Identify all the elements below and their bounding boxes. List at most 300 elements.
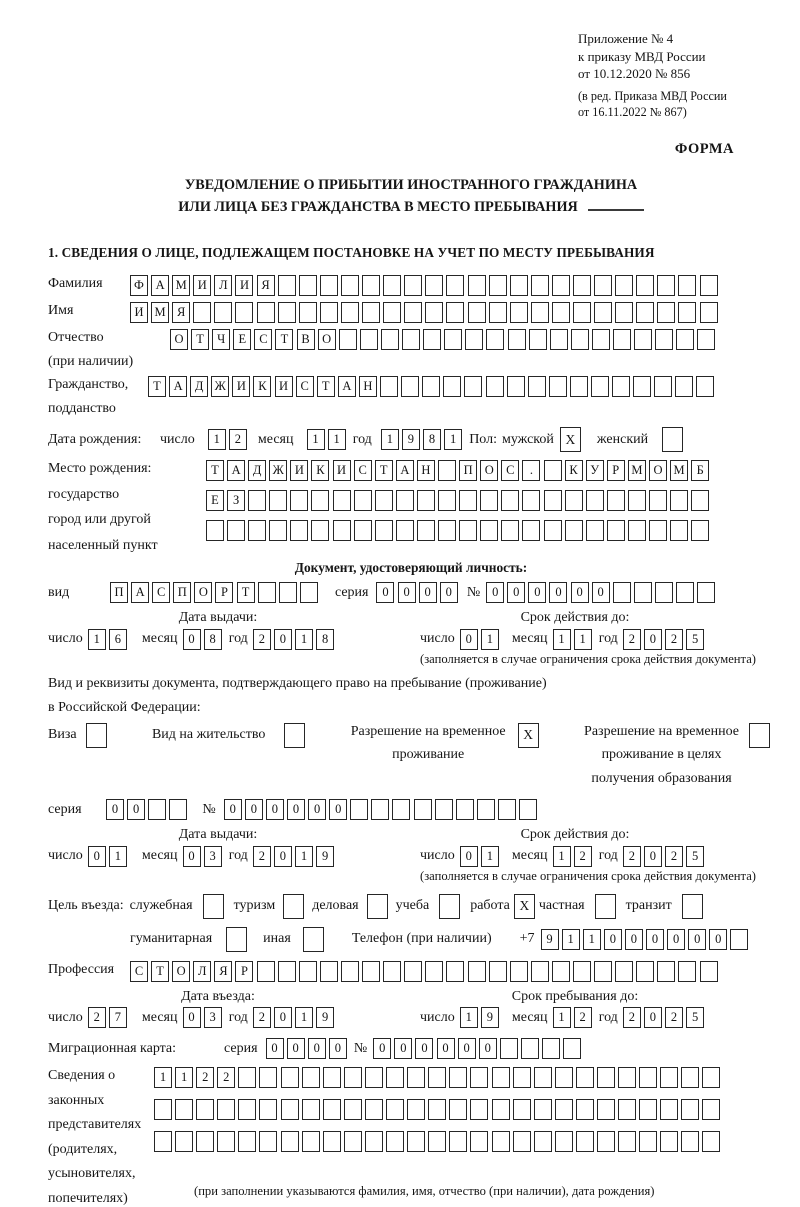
char-cell: .	[522, 460, 540, 481]
char-cell	[468, 275, 486, 296]
surname-row	[48, 275, 774, 296]
temp-permit-label	[351, 723, 506, 764]
char-cell	[492, 1099, 510, 1120]
char-cell	[636, 961, 654, 982]
purpose-transit-checkbox	[682, 894, 703, 919]
char-cell	[522, 490, 540, 511]
char-cell	[278, 275, 296, 296]
doc-number-label: №	[466, 584, 481, 600]
char-cell	[660, 1099, 678, 1120]
char-cell	[425, 302, 443, 323]
char-cell	[576, 1099, 594, 1120]
char-cell	[654, 376, 672, 397]
char-cell	[392, 799, 410, 820]
residence-dates	[48, 826, 774, 884]
char-cell: 2	[253, 1007, 271, 1028]
char-cell: О	[649, 460, 667, 481]
representatives-label	[48, 1067, 154, 1207]
char-cell: 8	[423, 429, 441, 450]
char-cell: 1	[444, 429, 462, 450]
year-label: год	[228, 1009, 248, 1025]
char-cell	[425, 961, 443, 982]
sex-male-checkbox: X	[560, 427, 581, 452]
char-cell	[702, 1131, 720, 1152]
char-cell	[302, 1067, 320, 1088]
visa-label: Виза	[48, 727, 77, 743]
char-cell	[657, 302, 675, 323]
char-cell: 0	[183, 629, 201, 650]
sex-label: Пол:	[469, 431, 497, 447]
char-cell: И	[290, 460, 308, 481]
char-cell	[360, 329, 378, 350]
doc-issue-year	[253, 629, 337, 650]
char-cell: 0	[709, 929, 727, 950]
char-cell	[248, 520, 266, 541]
name-row	[48, 302, 774, 323]
char-cell	[470, 1131, 488, 1152]
char-cell	[217, 1099, 235, 1120]
char-cell	[571, 329, 589, 350]
char-cell	[371, 799, 389, 820]
char-cell: 0	[274, 846, 292, 867]
char-cell	[576, 1131, 594, 1152]
char-cell: 0	[308, 1038, 326, 1059]
char-cell	[594, 961, 612, 982]
purpose-study-label: учеба	[395, 898, 430, 914]
char-cell: Т	[375, 460, 393, 481]
char-cell	[657, 275, 675, 296]
residence-valid-month	[553, 846, 595, 867]
residence-series-row	[48, 799, 774, 820]
char-cell: 0	[329, 799, 347, 820]
char-cell	[702, 1099, 720, 1120]
char-cell	[154, 1131, 172, 1152]
char-cell: 0	[287, 799, 305, 820]
year-label: год	[228, 631, 248, 647]
stay-day	[460, 1007, 502, 1028]
char-cell	[464, 376, 482, 397]
char-cell	[154, 1099, 172, 1120]
char-cell	[417, 520, 435, 541]
char-cell: Л	[193, 961, 211, 982]
doc-issue-month	[183, 629, 225, 650]
char-cell	[238, 1099, 256, 1120]
char-cell	[438, 520, 456, 541]
char-cell	[259, 1099, 277, 1120]
char-cell	[238, 1131, 256, 1152]
char-cell	[657, 961, 675, 982]
char-cell: 0	[415, 1038, 433, 1059]
char-cell	[449, 1131, 467, 1152]
char-cell	[269, 520, 287, 541]
char-cell	[386, 1131, 404, 1152]
migration-series-label: серия	[224, 1040, 258, 1056]
year-label: год	[598, 848, 618, 864]
char-cell	[492, 1131, 510, 1152]
char-cell	[428, 1099, 446, 1120]
birthplace-label-1: Место рождения:	[48, 461, 152, 477]
char-cell	[565, 490, 583, 511]
char-cell	[586, 520, 604, 541]
char-cell: 2	[623, 629, 641, 650]
char-cell	[446, 275, 464, 296]
char-cell: И	[130, 302, 148, 323]
year-label: год	[352, 431, 372, 447]
char-cell	[649, 490, 667, 511]
residence-series-boxes	[106, 799, 190, 820]
char-cell	[510, 961, 528, 982]
char-cell: 1	[553, 629, 571, 650]
char-cell: О	[318, 329, 336, 350]
char-cell: 0	[625, 929, 643, 950]
char-cell: З	[227, 490, 245, 511]
char-cell	[227, 520, 245, 541]
month-label: месяц	[257, 431, 294, 447]
char-cell: 0	[440, 582, 458, 603]
char-cell: И	[193, 275, 211, 296]
char-cell: 0	[88, 846, 106, 867]
char-cell	[507, 376, 525, 397]
char-cell: 9	[316, 846, 334, 867]
char-cell	[320, 275, 338, 296]
migration-number-boxes	[373, 1038, 584, 1059]
char-cell	[534, 1067, 552, 1088]
char-cell	[555, 1067, 573, 1088]
char-cell	[513, 1099, 531, 1120]
char-cell	[459, 490, 477, 511]
char-cell	[489, 275, 507, 296]
patronymic-label	[48, 329, 170, 370]
patronymic-label-1: Отчество	[48, 330, 104, 346]
char-cell: 0	[479, 1038, 497, 1059]
char-cell: 0	[106, 799, 124, 820]
char-cell: М	[628, 460, 646, 481]
char-cell	[401, 376, 419, 397]
char-cell: И	[333, 460, 351, 481]
char-cell	[531, 302, 549, 323]
purpose-work-checkbox: X	[514, 894, 535, 919]
char-cell	[206, 520, 224, 541]
char-cell	[365, 1067, 383, 1088]
char-cell: 0	[245, 799, 263, 820]
char-cell: Р	[235, 961, 253, 982]
char-cell	[489, 961, 507, 982]
char-cell	[480, 490, 498, 511]
char-cell: Н	[359, 376, 377, 397]
char-cell	[542, 1038, 560, 1059]
char-cell	[592, 329, 610, 350]
char-cell	[691, 490, 709, 511]
char-cell	[323, 1131, 341, 1152]
validity-note: (заполняется в случае ограничения срока действия документа)	[420, 868, 756, 883]
char-cell: 0	[419, 582, 437, 603]
month-label: месяц	[511, 848, 548, 864]
char-cell	[407, 1067, 425, 1088]
char-cell	[235, 302, 253, 323]
entry-date-caption: Дата въезда:	[181, 988, 255, 1004]
char-cell: М	[172, 275, 190, 296]
char-cell: Т	[237, 582, 255, 603]
char-cell: 1	[328, 429, 346, 450]
char-cell: 0	[604, 929, 622, 950]
char-cell	[299, 961, 317, 982]
char-cell	[148, 799, 166, 820]
birthplace-label-2: государство	[48, 486, 120, 502]
char-cell	[489, 302, 507, 323]
char-cell: 2	[665, 629, 683, 650]
char-cell: С	[130, 961, 148, 982]
char-cell: 0	[266, 799, 284, 820]
char-cell: 2	[574, 1007, 592, 1028]
month-label: месяц	[511, 1009, 548, 1025]
char-cell	[446, 302, 464, 323]
char-cell	[278, 302, 296, 323]
char-cell	[513, 1131, 531, 1152]
char-cell: 2	[623, 846, 641, 867]
doc-number-boxes	[486, 582, 718, 603]
char-cell	[480, 520, 498, 541]
stay-year	[623, 1007, 707, 1028]
char-cell	[555, 1131, 573, 1152]
char-cell: 8	[316, 629, 334, 650]
char-cell: 8	[204, 629, 222, 650]
stay-until-caption: Срок пребывания до:	[511, 988, 639, 1004]
representatives-label-5: усыновителях,	[48, 1166, 136, 1182]
char-cell: Я	[172, 302, 190, 323]
surname-label: Фамилия	[48, 276, 103, 292]
char-cell: Л	[214, 275, 232, 296]
char-cell	[375, 520, 393, 541]
char-cell	[311, 520, 329, 541]
char-cell	[339, 329, 357, 350]
char-cell	[607, 490, 625, 511]
birthplace-block	[48, 460, 774, 554]
doc-series-label: серия	[334, 584, 369, 600]
char-cell	[396, 490, 414, 511]
char-cell: 2	[665, 846, 683, 867]
birthplace-label	[48, 460, 206, 554]
char-cell: О	[480, 460, 498, 481]
char-cell	[465, 329, 483, 350]
entry-year	[253, 1007, 337, 1028]
purpose-private-checkbox	[595, 894, 616, 919]
char-cell	[259, 1067, 277, 1088]
residence-options-row	[48, 723, 774, 788]
char-cell: 0	[646, 929, 664, 950]
char-cell	[670, 490, 688, 511]
char-cell	[613, 582, 631, 603]
char-cell	[670, 520, 688, 541]
char-cell	[634, 582, 652, 603]
char-cell	[169, 799, 187, 820]
char-cell	[697, 582, 715, 603]
doc-valid-day	[460, 629, 502, 650]
char-cell: 0	[376, 582, 394, 603]
char-cell: 0	[644, 1007, 662, 1028]
char-cell: 1	[553, 1007, 571, 1028]
char-cell	[700, 961, 718, 982]
birthplace-label-3: город или другой	[48, 512, 151, 528]
appendix-block	[578, 30, 774, 121]
char-cell	[570, 376, 588, 397]
char-cell	[290, 490, 308, 511]
temp-permit-checkbox: X	[518, 723, 539, 748]
sex-female-label: женский	[596, 431, 649, 447]
char-cell: А	[151, 275, 169, 296]
migration-card-row	[48, 1038, 774, 1059]
temp-permit-line-2: проживание	[392, 747, 465, 763]
char-cell	[383, 275, 401, 296]
char-cell: 7	[109, 1007, 127, 1028]
char-cell: 0	[688, 929, 706, 950]
char-cell: А	[169, 376, 187, 397]
char-cell: 0	[507, 582, 525, 603]
char-cell: С	[354, 460, 372, 481]
char-cell: 1	[208, 429, 226, 450]
char-cell: 0	[437, 1038, 455, 1059]
char-cell: 0	[644, 629, 662, 650]
month-label: месяц	[141, 1009, 178, 1025]
char-cell	[365, 1131, 383, 1152]
char-cell	[628, 490, 646, 511]
representatives-block	[48, 1067, 774, 1207]
char-cell	[365, 1099, 383, 1120]
char-cell: Ж	[269, 460, 287, 481]
char-cell	[678, 302, 696, 323]
doc-valid-year	[623, 629, 707, 650]
title-line-1: УВЕДОМЛЕНИЕ О ПРИБЫТИИ ИНОСТРАННОГО ГРАЖДАНИНА	[184, 176, 638, 193]
month-label: месяц	[141, 631, 178, 647]
resident-permit-label: Вид на жительство	[151, 727, 266, 743]
char-cell	[521, 1038, 539, 1059]
char-cell	[438, 490, 456, 511]
char-cell	[402, 329, 420, 350]
phone-boxes	[541, 929, 752, 950]
purpose-humanitarian-label: гуманитарная	[130, 931, 213, 947]
char-cell	[320, 302, 338, 323]
char-cell	[563, 1038, 581, 1059]
validity-note: (заполняется в случае ограничения срока действия документа)	[420, 651, 756, 666]
char-cell: 0	[394, 1038, 412, 1059]
char-cell	[531, 961, 549, 982]
char-cell	[257, 961, 275, 982]
char-cell	[444, 329, 462, 350]
char-cell: 0	[183, 1007, 201, 1028]
day-label: число	[48, 848, 83, 864]
char-cell	[380, 376, 398, 397]
char-cell: Б	[691, 460, 709, 481]
char-cell	[383, 302, 401, 323]
purpose-official-checkbox	[203, 894, 224, 919]
char-cell	[375, 490, 393, 511]
char-cell: Ф	[130, 275, 148, 296]
citizenship-row	[48, 376, 774, 417]
char-cell	[576, 1067, 594, 1088]
doc-kind-label: вид	[48, 584, 70, 600]
char-cell	[573, 302, 591, 323]
char-cell	[259, 1131, 277, 1152]
name-boxes	[130, 302, 721, 323]
doc-valid-month	[553, 629, 595, 650]
char-cell: С	[501, 460, 519, 481]
char-cell	[470, 1099, 488, 1120]
char-cell: 0	[528, 582, 546, 603]
char-cell: 1	[295, 1007, 313, 1028]
char-cell: Т	[191, 329, 209, 350]
birthplace-row-1	[206, 460, 712, 481]
char-cell	[597, 1067, 615, 1088]
char-cell	[238, 1067, 256, 1088]
char-cell	[386, 1067, 404, 1088]
form-label: ФОРМА	[674, 140, 734, 157]
char-cell	[700, 302, 718, 323]
char-cell: Т	[275, 329, 293, 350]
char-cell: 1	[295, 629, 313, 650]
char-cell	[214, 302, 232, 323]
residence-number-boxes	[224, 799, 540, 820]
residence-valid-day	[460, 846, 502, 867]
issue-date-caption: Дата выдачи:	[178, 610, 258, 626]
char-cell: Е	[233, 329, 251, 350]
char-cell	[510, 302, 528, 323]
char-cell: Р	[215, 582, 233, 603]
char-cell	[628, 520, 646, 541]
char-cell: 0	[373, 1038, 391, 1059]
char-cell	[428, 1131, 446, 1152]
char-cell	[299, 275, 317, 296]
phone-prefix: +7	[519, 931, 535, 947]
char-cell	[341, 275, 359, 296]
char-cell	[681, 1067, 699, 1088]
char-cell	[633, 376, 651, 397]
char-cell	[323, 1099, 341, 1120]
char-cell	[544, 490, 562, 511]
citizenship-label-2: подданство	[48, 400, 116, 416]
char-cell	[281, 1067, 299, 1088]
char-cell	[534, 1099, 552, 1120]
resident-permit-checkbox	[284, 723, 305, 748]
doc-kind-boxes	[110, 582, 321, 603]
char-cell: С	[152, 582, 170, 603]
char-cell: 0	[127, 799, 145, 820]
char-cell	[290, 520, 308, 541]
profession-row	[48, 961, 774, 982]
amendment-line: от 16.11.2022 № 867)	[578, 105, 687, 120]
day-label: число	[48, 1009, 83, 1025]
section-1-heading: 1. СВЕДЕНИЯ О ЛИЦЕ, ПОДЛЕЖАЩЕМ ПОСТАНОВКЕ НА УЧЕТ ПО МЕСТУ ПРЕБЫВАНИЯ	[48, 245, 655, 261]
sex-male-label: мужской	[502, 431, 554, 447]
stay-month	[553, 1007, 595, 1028]
residence-issue-day	[88, 846, 130, 867]
char-cell: 0	[287, 1038, 305, 1059]
residence-issue-month	[183, 846, 225, 867]
char-cell	[278, 961, 296, 982]
identity-doc-dates	[48, 609, 774, 667]
char-cell	[691, 520, 709, 541]
char-cell: 0	[274, 1007, 292, 1028]
char-cell: А	[227, 460, 245, 481]
residence-intro-2: в Российской Федерации:	[48, 700, 201, 716]
char-cell	[404, 961, 422, 982]
char-cell	[414, 799, 432, 820]
char-cell	[425, 275, 443, 296]
char-cell: Н	[417, 460, 435, 481]
char-cell	[534, 1131, 552, 1152]
char-cell: А	[396, 460, 414, 481]
char-cell	[311, 490, 329, 511]
char-cell	[449, 1067, 467, 1088]
char-cell: Т	[148, 376, 166, 397]
